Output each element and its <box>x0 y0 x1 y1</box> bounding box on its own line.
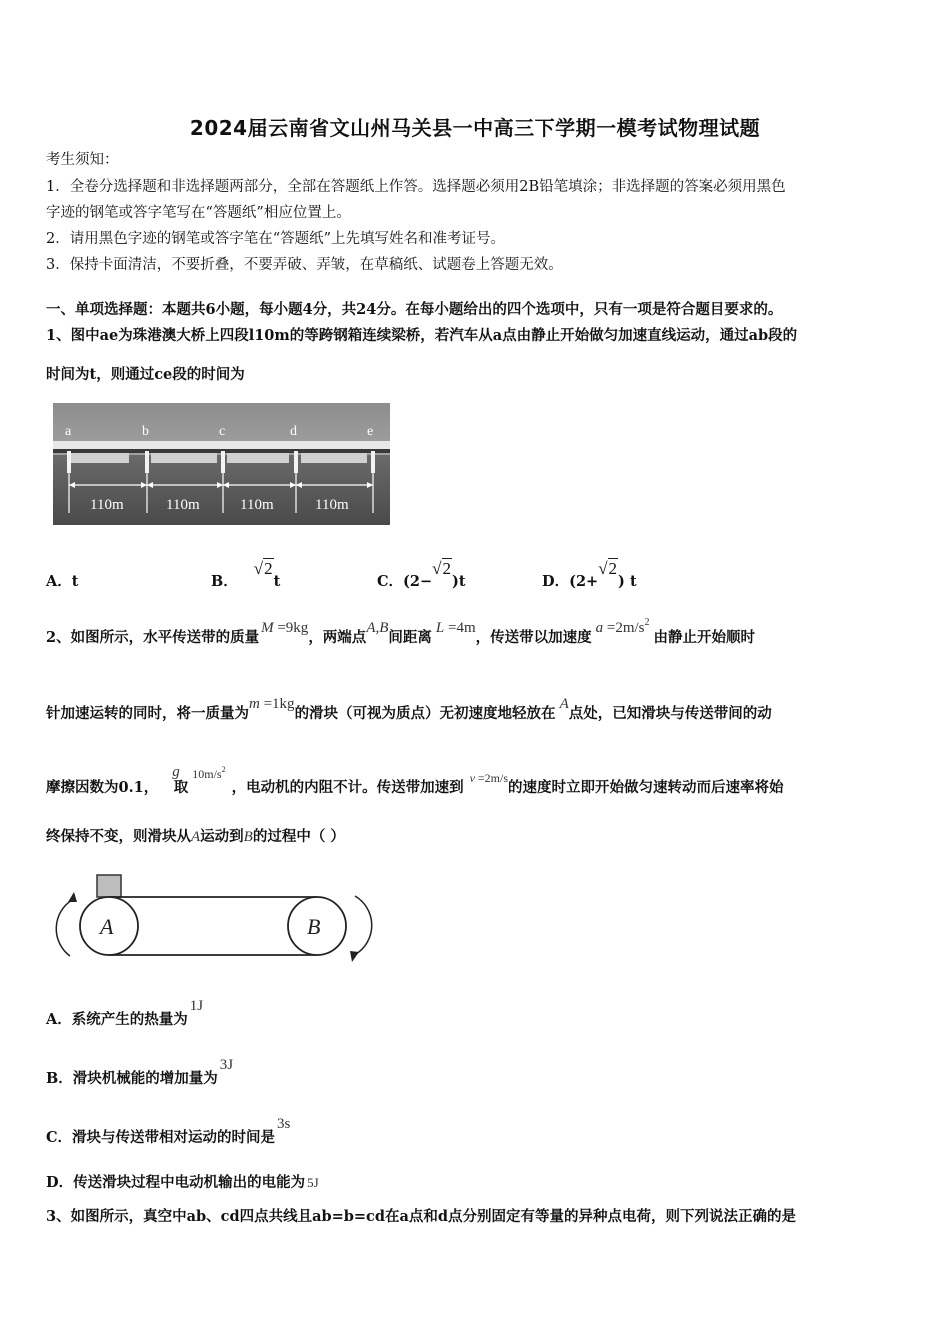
option-suffix: )t <box>452 573 466 590</box>
page-title: 2024届云南省文山州马关县一中高三下学期一模考试物理试题 <box>189 116 761 140</box>
text: 取 <box>173 779 189 796</box>
option-label: B． <box>211 573 238 590</box>
option-text: B．滑块机械能的增加量为 <box>46 1070 218 1087</box>
q1-option-d <box>542 558 637 590</box>
math-symbol: B <box>243 829 253 845</box>
girder-segment <box>151 453 217 463</box>
pier-d <box>294 451 298 473</box>
q1-option-c <box>377 558 466 590</box>
text: 摩擦因数为0.1， <box>46 779 159 796</box>
section-heading: 一、单项选择题：本题共6小题，每小题4分，共24分。在每小题给出的四个选项中，只有一项是符合题目要求的。 <box>46 301 783 318</box>
text: 由静止开始顺时 <box>653 629 756 646</box>
point-label-c: c <box>219 424 226 439</box>
q2-stem-line-1 <box>46 617 756 646</box>
pulley-label-b: B <box>307 914 321 939</box>
math-value: =1kg <box>259 696 295 712</box>
radicand: 2 <box>442 559 451 578</box>
text: 的速度时立即开始做匀速转动而后速率将始 <box>508 779 784 796</box>
span-label-3: 110m <box>240 497 274 513</box>
q2-stem-line-3 <box>46 764 784 796</box>
q2-option-a <box>46 994 204 1028</box>
math-symbol: v <box>469 771 475 785</box>
option-text: D．传送滑块过程中电动机输出的电能为 <box>46 1174 306 1191</box>
math-symbol: A <box>191 829 201 845</box>
math-symbol: L <box>435 620 445 636</box>
text: ，电动机的内阻不计。传送带加速到 <box>231 779 464 796</box>
option-text: t <box>71 573 79 590</box>
text: 间距离 <box>388 629 432 646</box>
girder-segment <box>301 453 367 463</box>
girder-segment <box>227 453 289 463</box>
q1-option-b <box>211 558 281 590</box>
span-label-2: 110m <box>166 497 200 513</box>
math-exponent: 2 <box>644 617 650 628</box>
math-symbol: g <box>172 764 180 780</box>
pier-c <box>221 451 225 473</box>
point-label-d: d <box>290 424 297 439</box>
math-value: =2m/s <box>474 771 509 785</box>
q2-option-d <box>46 1171 319 1192</box>
notice-heading: 考生须知： <box>46 152 119 168</box>
rotation-arrow-right-head <box>350 951 359 962</box>
math-symbol: A,B <box>366 620 389 636</box>
notice-item-2: 2．请用黑色字迹的钢笔或答字笔在“答题纸”上先填写姓名和准考证号。 <box>46 231 506 247</box>
point-label-e: e <box>367 424 374 439</box>
notice-item-3: 3．保持卡面清洁，不要折叠，不要弄破、弄皱，在草稿纸、试题卷上答题无效。 <box>46 257 563 273</box>
math-symbol: M <box>261 620 274 636</box>
conveyor-figure-svg <box>52 870 382 966</box>
option-prefix: (2− <box>403 573 433 590</box>
option-label: A． <box>46 573 72 590</box>
text: 运动到 <box>200 828 244 845</box>
radicand: 2 <box>608 559 618 578</box>
bridge-deck <box>53 441 390 450</box>
rotation-arrow-left <box>56 900 72 956</box>
span-label-1: 110m <box>90 497 124 513</box>
rotation-arrow-left-head <box>68 892 77 902</box>
radicand: 2 <box>264 559 273 578</box>
slider-block <box>97 875 121 897</box>
sqrt-expression: √2 <box>253 559 273 578</box>
sqrt-expression: √2 <box>432 559 451 578</box>
option-value: 1J <box>189 998 204 1014</box>
math-value: 10m/s <box>192 767 222 781</box>
text: 点处，已知滑块与传送带间的动 <box>568 705 772 722</box>
math-symbol: A <box>559 696 569 712</box>
option-label: D． <box>542 573 570 590</box>
option-text: A．系统产生的热量为 <box>46 1011 188 1028</box>
bridge-figure <box>53 403 390 525</box>
point-label-a: a <box>65 424 72 439</box>
option-label: C． <box>377 573 404 590</box>
q2-option-b <box>46 1053 234 1087</box>
q3-stem-line-1: 3、如图所示，真空中ab、cd四点共线且ab=b=cd在a点和d点分别固定有等量的异种点电荷，则下列说法正确的是 <box>46 1208 797 1225</box>
math-value: =4m <box>444 620 476 636</box>
math-value: =9kg <box>273 620 309 636</box>
q2-stem-line-4 <box>46 827 345 847</box>
bridge-figure-svg <box>53 403 390 525</box>
math-symbol: m <box>249 696 260 712</box>
option-value: 5J <box>307 1175 319 1190</box>
option-prefix: (2+ <box>569 573 599 590</box>
rotation-arrow-right <box>355 896 372 954</box>
sqrt-expression: √2 <box>598 559 618 578</box>
option-suffix: ) t <box>618 573 637 590</box>
girder-segment <box>67 453 129 463</box>
option-text: C．滑块与传送带相对运动的时间是 <box>46 1129 276 1146</box>
notice-item-1-line-2: 字迹的钢笔或答字笔写在“答题纸”相应位置上。 <box>46 205 351 221</box>
math-symbol: a <box>595 620 604 636</box>
q2-option-c <box>46 1112 291 1146</box>
notice-item-1-line-1: 1．全卷分选择题和非选择题两部分，全部在答题纸上作答。选择题必须用2B铅笔填涂；非选择题的答案必须用黑色 <box>46 179 786 195</box>
q1-stem-line-1: 1、图中ae为珠港澳大桥上四段l10m的等跨钢箱连续梁桥，若汽车从a点由静止开始做匀加速直线运动，通过ab段的 <box>46 327 798 344</box>
text: 终保持不变，则滑块从 <box>46 828 191 845</box>
pulley-label-a: A <box>100 914 114 939</box>
span-label-4: 110m <box>315 497 349 513</box>
q2-stem-line-2 <box>46 694 772 722</box>
option-suffix: t <box>273 573 281 590</box>
q1-option-a <box>46 570 78 591</box>
text: 针加速运转的同时，将一质量为 <box>46 705 249 722</box>
conveyor-figure <box>52 870 382 966</box>
math-exponent: 2 <box>221 765 226 774</box>
point-label-b: b <box>142 424 149 439</box>
q1-stem-line-2: 时间为t，则通过ce段的时间为 <box>46 366 245 383</box>
text: ，传送带以加速度 <box>475 629 592 646</box>
option-value: 3s <box>277 1116 291 1132</box>
option-value: 3J <box>219 1057 234 1073</box>
text: 的滑块（可视为质点）无初速度地轻放在 <box>294 705 556 722</box>
pier-a <box>67 451 71 473</box>
text: 的过程中（ ） <box>252 828 345 845</box>
pier-b <box>145 451 149 473</box>
math-value: =2m/s <box>603 620 645 636</box>
text: ，两端点 <box>308 629 367 646</box>
text: 2、如图所示，水平传送带的质量 <box>46 629 260 646</box>
pier-e <box>371 451 375 473</box>
